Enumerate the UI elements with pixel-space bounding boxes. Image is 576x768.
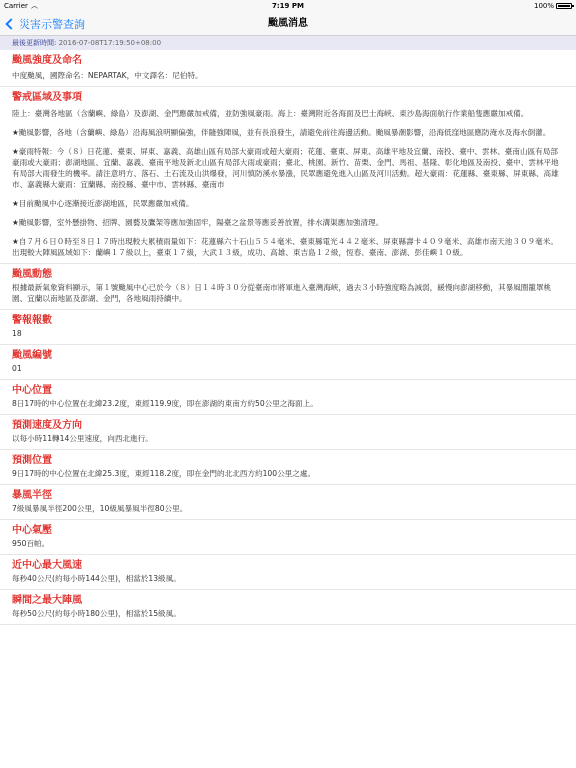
section-title: 預測速度及方向 [12, 420, 82, 431]
section-center-pressure [0, 520, 576, 555]
section-warning-area [0, 87, 576, 264]
section-title: 警報報數 [12, 315, 52, 326]
section-storm-radius [0, 485, 576, 520]
section-title: 警戒區域及事項 [12, 92, 82, 103]
section-body: 950百帕。 [12, 539, 50, 548]
warning-paragraph: ★豪雨特報：今（８）日花蓮、臺東、屏東、嘉義、高雄山區有局部大豪雨或超大豪雨；花蓮、臺東、屏東、高雄平地及宜蘭、南投、臺中、雲林、臺南山區有局部豪雨或大豪雨；澎湖地區、宜蘭、嘉義、臺南平地及新北山區有局部大雨或豪雨；臺北、桃園、新竹、苗栗、金門、馬祖、基隆、彰化地區及南投、臺中、雲林平地有局部大雨發生的機率。請注意坍方、落石、土石流及山洪爆發，河川慎防溪水暴漲，民眾應避免進入山區及河川活動。超大豪雨：花蓮縣、臺東縣、屏東縣、高雄市、嘉義縣大豪雨：宜蘭縣、南投縣、臺中市、雲林縣、臺南市 [12, 147, 559, 189]
section-body: 9日17時的中心位置在北緯25.3度，東經118.2度，即在金門的北北西方約100公里之處。 [12, 469, 316, 478]
section-title: 預測位置 [12, 455, 52, 466]
section-forecast-position [0, 450, 576, 485]
section-body [12, 108, 564, 263]
section-movement [0, 264, 576, 310]
section-title: 暴風半徑 [12, 490, 52, 501]
page-title: 颱風消息 [268, 18, 308, 29]
section-report-number [0, 310, 576, 345]
section-body: 7級風暴風半徑200公里，10級風暴風半徑80公里。 [12, 504, 188, 513]
section-title: 瞬間之最大陣風 [12, 595, 82, 606]
section-typhoon-number [0, 345, 576, 380]
back-button-label: 災害示警查詢 [19, 18, 85, 31]
section-title: 颱風動態 [12, 269, 52, 280]
status-time: 7:19 PM [272, 2, 304, 10]
battery-fill [558, 5, 570, 7]
section-body: 每秒40公尺(約每小時144公里)，相當於13級風。 [12, 574, 181, 583]
section-body: 01 [12, 364, 22, 373]
battery-indicator [534, 0, 572, 12]
carrier-text: Carrier [4, 2, 28, 10]
section-forecast-speed [0, 415, 576, 450]
last-updated-row [0, 36, 576, 50]
section-body: 根據最新氣象資料顯示，第１號颱風中心已於今（８）日１４時３０分從臺南市將軍進入臺灣海峽，過去３小時強度略為減弱，緩慢向澎湖移動，其暴風圈籠罩桃園、宜蘭以南地區及澎湖、金門，各地風雨持續中。 [12, 283, 552, 303]
navigation-bar [0, 12, 576, 36]
section-body: 8日17時的中心位置在北緯23.2度，東經119.9度，即在澎湖的東南方約50公里之海面上。 [12, 399, 318, 408]
section-title: 中心氣壓 [12, 525, 52, 536]
section-title: 颱風編號 [12, 350, 52, 361]
warning-paragraph: ★颱風影響，各地（含蘭嶼、綠島）沿海風浪明顯偏強，伴隨強陣風，並有長浪發生，請避免前往海邊活動。颱風暴潮影響，沿海低窪地區應防淹水及海水倒灌。 [12, 128, 551, 137]
section-intensity [0, 50, 576, 87]
section-title: 颱風強度及命名 [12, 55, 82, 66]
section-max-wind [0, 555, 576, 590]
last-updated-value: 2016-07-08T17:19:50+08:00 [58, 39, 162, 47]
status-bar [0, 0, 576, 12]
battery-icon [556, 3, 572, 9]
section-body: 每秒50公尺(約每小時180公里)，相當於15級風。 [12, 609, 181, 618]
section-title: 近中心最大風速 [12, 560, 82, 571]
section-body: 以每小時11轉14公里速度，向西北進行。 [12, 434, 153, 443]
warning-paragraph: ★颱風影響，室外懸掛物、招牌、園藝及鷹架等應加強固牢，陽臺之盆景等應妥善放置，排水溝渠應加強清理。 [12, 218, 384, 227]
typhoon-info-list[interactable] [0, 50, 576, 625]
section-body: 中度颱風，國際命名：NEPARTAK，中文譯名：尼伯特。 [12, 71, 203, 80]
battery-percent: 100% [533, 2, 554, 10]
warning-paragraph: ★目前颱風中心逐漸接近澎湖地區，民眾應嚴加戒備。 [12, 199, 194, 208]
section-max-gust [0, 590, 576, 625]
warning-paragraph: 陸上：臺灣各地區（含蘭嶼、綠島）及澎湖、金門應嚴加戒備，並防強風豪雨。海上：臺灣附近各海面及巴士海峽、東沙島海面航行作業船隻應嚴加戒備。 [12, 109, 529, 118]
section-center-position [0, 380, 576, 415]
section-body: 18 [12, 329, 22, 338]
warning-paragraph: ★自７月６日０時至８日１７時出現較大累積雨量如下：花蓮縣六十石山５５４毫米、臺東縣電光４４２毫米、屏東縣壽卡４０９毫米、高雄市南天池３０９毫米。出現較大陣風區域如下：蘭嶼１７級以上，臺東１７級，大武１３級，成功、高雄、東吉島１２級，恆春、臺南、澎湖、彭佳嶼１０級。 [12, 237, 558, 257]
last-updated-label: 最後更新時間: [12, 39, 57, 47]
wifi-icon: ︵ [30, 2, 38, 10]
section-title: 中心位置 [12, 385, 52, 396]
